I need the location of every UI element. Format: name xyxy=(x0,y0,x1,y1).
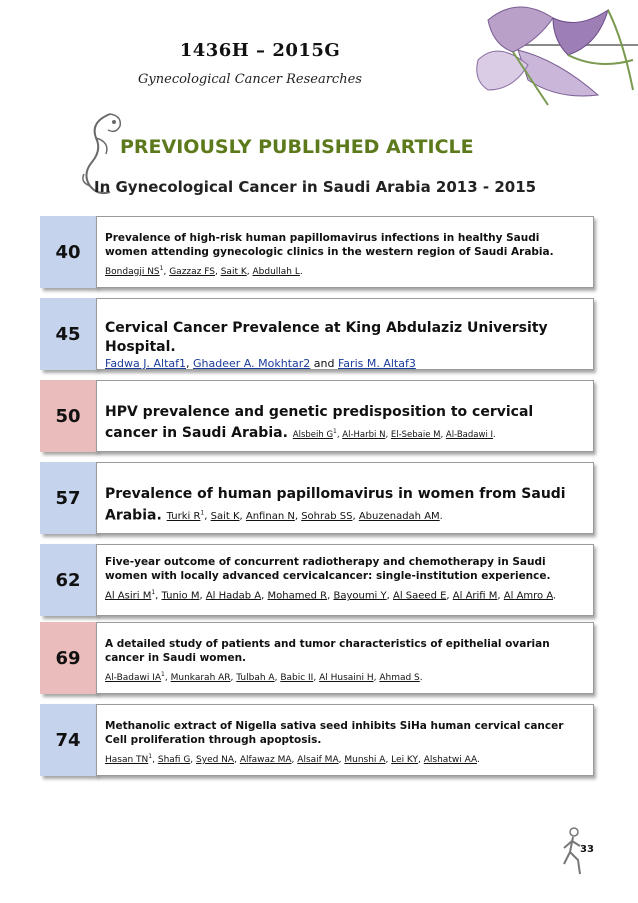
author-link[interactable]: Anfinan N xyxy=(245,511,295,523)
author-link[interactable]: Al Amro A xyxy=(503,590,554,602)
author-link[interactable]: Al Hadab A xyxy=(205,590,262,602)
calla-lily-illustration xyxy=(458,0,638,110)
author-link[interactable]: Abdullah L xyxy=(252,267,300,277)
author-link[interactable]: Sait K xyxy=(210,511,240,523)
article-card xyxy=(96,216,594,288)
author-link[interactable]: Fadwa J. Altaf1 xyxy=(105,357,187,370)
article-card xyxy=(96,298,594,370)
author-link[interactable]: Al-Harbi N xyxy=(342,429,386,440)
article-row xyxy=(40,298,594,370)
author-link[interactable]: Bayoumi Y xyxy=(333,590,387,602)
article-row xyxy=(40,704,594,776)
article-authors: Turki $R^1$, Sait K, Anfinan N, Sohrab SS, Abuzenadah AM. xyxy=(166,510,443,523)
article-authors: Fadwa J. Altaf1, Ghadeer A. Mokhtar2 and Faris M. Altaf3 xyxy=(105,357,416,370)
article-title: Prevalence of human papillomavirus in women from Saudi Arabia. Turki $R^1$, Sait K, Anfinan N, Sohrab SS, Abuzenadah AM. xyxy=(105,486,566,524)
page-number: 33 xyxy=(580,844,594,855)
author-link[interactable]: Alsbeih G xyxy=(292,429,334,440)
author-link[interactable]: Tunio M xyxy=(161,590,200,602)
article-title: A detailed study of patients and tumor characteristics of epithelial ovarian cancer in Saudi women. xyxy=(105,638,550,664)
author-link[interactable]: Syed NA xyxy=(196,755,235,765)
author-link[interactable]: Al-Badawi I xyxy=(445,429,494,440)
author-link[interactable]: Al Saeed E xyxy=(392,590,447,602)
author-link[interactable]: Al Husaini H xyxy=(319,673,374,683)
author-link[interactable]: Al Arifi M xyxy=(452,590,498,602)
article-row xyxy=(40,216,594,288)
page-number-badge: 62 xyxy=(40,544,96,616)
article-card xyxy=(96,462,594,534)
author-link[interactable]: Alfawaz MA xyxy=(239,755,292,765)
author-link[interactable]: Turki R xyxy=(166,511,201,523)
article-title: Prevalence of high-risk human papillomavirus infections in healthy Saudi women attending gynecologic clinics in the western region of Saudi Arabia. xyxy=(105,232,554,258)
author-link[interactable]: Al-Badawi IA xyxy=(105,673,162,683)
author-link[interactable]: Gazzaz FS xyxy=(169,267,215,277)
article-title: Methanolic extract of Nigella sativa seed inhibits SiHa human cervical cancer Cell proliferation through apoptosis. xyxy=(105,720,564,746)
article-authors: Al-Badawi $IA^1$, Munkarah AR, Tulbah A, Babic II, Al Husaini H, Ahmad S. xyxy=(105,671,423,683)
author-link[interactable]: Bondagji NS xyxy=(105,267,160,277)
author-link[interactable]: Munkarah AR xyxy=(170,673,231,683)
author-link[interactable]: Alshatwi AA xyxy=(423,755,477,765)
author-link[interactable]: Al Asiri M xyxy=(105,590,152,602)
article-authors: Al Asiri $M^1$, Tunio M, Al Hadab A, Mohamed R, Bayoumi Y, Al Saeed E, Al Arifi M, Al Amro A. xyxy=(105,589,557,602)
author-link[interactable]: Mohamed R xyxy=(267,590,328,602)
article-row xyxy=(40,544,594,616)
section-title: PREVIOUSLY PUBLISHED ARTICLE xyxy=(120,136,474,158)
author-link[interactable]: Faris M. Altaf3 xyxy=(337,357,416,370)
article-card xyxy=(96,704,594,776)
author-link[interactable]: Sait K xyxy=(220,267,247,277)
section-subtitle: In Gynecological Cancer in Saudi Arabia 2013 - 2015 xyxy=(94,178,537,196)
article-row xyxy=(40,622,594,694)
article-authors: Hasan $TN^1$, Shafi G, Syed NA, Alfawaz MA, Alsaif MA, Munshi A, Lei KY, Alshatwi AA. xyxy=(105,753,480,765)
author-link[interactable]: El-Sebaie M xyxy=(390,429,441,440)
page-number-badge: 69 xyxy=(40,622,96,694)
author-link[interactable]: Ahmad S xyxy=(379,673,420,683)
article-card xyxy=(96,544,594,616)
page-number-badge: 74 xyxy=(40,704,96,776)
author-link[interactable]: Lei KY xyxy=(391,755,419,765)
page-number-badge: 45 xyxy=(40,298,96,370)
article-card xyxy=(96,622,594,694)
article-card xyxy=(96,380,594,452)
author-link[interactable]: Ghadeer A. Mokhtar2 xyxy=(193,357,311,370)
article-authors: Bondagji $NS^1$, Gazzaz FS, Sait K, Abdullah L. xyxy=(105,265,303,277)
article-row xyxy=(40,380,594,452)
author-link[interactable]: Shafi G xyxy=(157,755,191,765)
author-link[interactable]: Sohrab SS xyxy=(301,511,353,523)
article-title: Cervical Cancer Prevalence at King Abdulaziz University Hospital. xyxy=(105,320,548,355)
author-link[interactable]: Babic II xyxy=(280,673,314,683)
page-number-badge: 57 xyxy=(40,462,96,534)
article-title: Five-year outcome of concurrent radiotherapy and chemotherapy in Saudi women with locally advanced cervicalcancer: single-institution experience. xyxy=(105,556,551,582)
article-authors: Alsbeih $G^1$, Al-Harbi N, El-Sebaie M, Al-Badawi I. xyxy=(292,428,496,440)
header-year: 1436H – 2015G xyxy=(0,40,520,61)
author-link[interactable]: Hasan TN xyxy=(105,755,149,765)
page-number-badge: 50 xyxy=(40,380,96,452)
author-link[interactable]: Munshi A xyxy=(344,755,386,765)
author-link[interactable]: Tulbah A xyxy=(236,673,275,683)
author-link[interactable]: Abuzenadah AM xyxy=(358,511,440,523)
header-subtitle: Gynecological Cancer Researches xyxy=(138,72,362,87)
page-number-badge: 40 xyxy=(40,216,96,288)
author-link[interactable]: Alsaif MA xyxy=(297,755,339,765)
article-row xyxy=(40,462,594,534)
article-title: HPV prevalence and genetic predisposition to cervical cancer in Saudi Arabia. Alsbeih $G^1$, Al-Harbi N, El-Sebaie M, Al-Badawi I. xyxy=(105,404,534,441)
